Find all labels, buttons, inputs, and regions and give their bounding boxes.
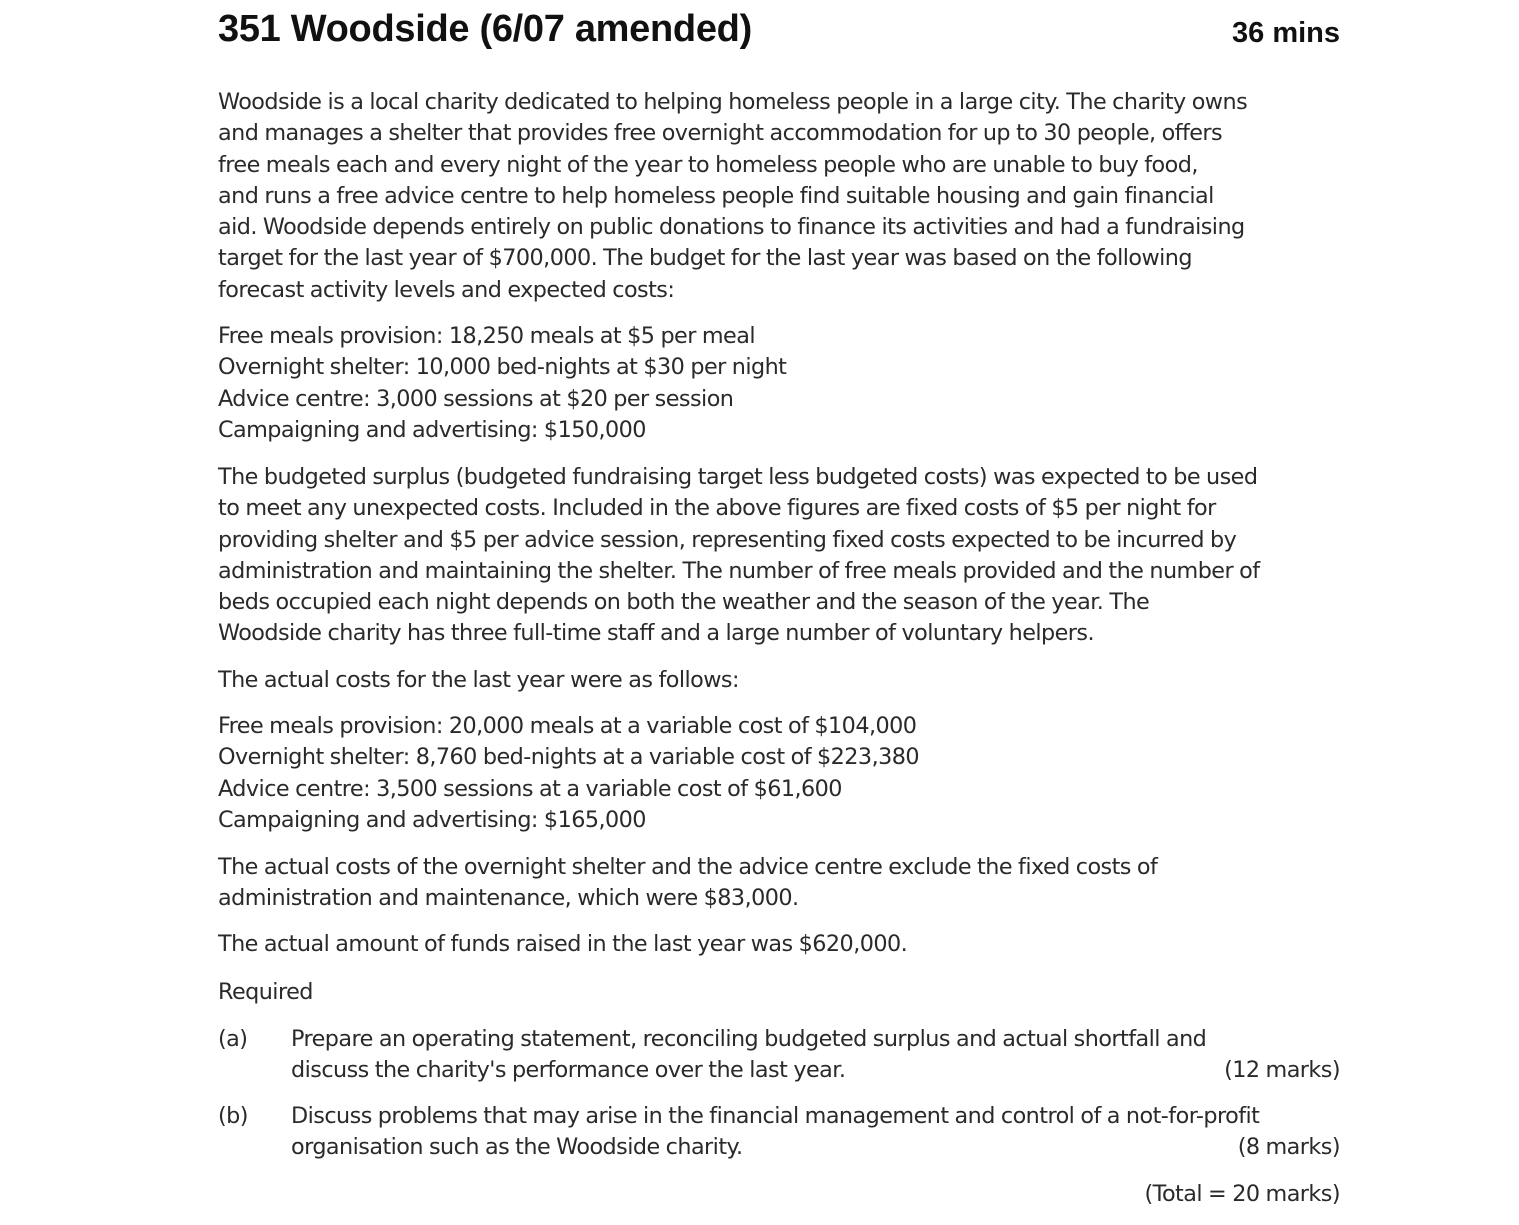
budget-item-advice: Advice centre: 3,000 sessions at $20 per session <box>218 385 734 412</box>
marks-label: (12 marks) <box>1224 1057 1340 1084</box>
text-line: providing shelter and $5 per advice session, representing fixed costs expected to be incurred by <box>218 526 1237 553</box>
question-header <box>218 0 1342 80</box>
budget-item-meals: Free meals provision: 18,250 meals at $5 per meal <box>218 323 755 349</box>
budget-item-campaigning: Campaigning and advertising: $150,000 <box>218 416 646 443</box>
actual-item-advice: Advice centre: 3,500 sessions at a variable cost of $61,600 <box>218 775 842 802</box>
question-page <box>218 0 1342 1207</box>
text-line: and runs a free advice centre to help homeless people find suitable housing and gain financial <box>218 182 1214 209</box>
actual-costs-list <box>218 711 919 836</box>
text-line: to meet any unexpected costs. Included in the above figures are fixed costs of $5 per night for <box>218 495 1216 522</box>
text-line: target for the last year of $700,000. The budget for the last year was based on the following <box>218 245 1192 272</box>
marks-label: (8 marks) <box>1237 1134 1340 1161</box>
surplus-paragraph <box>218 462 1260 650</box>
question-text <box>291 1024 1341 1087</box>
text-line: beds occupied each night depends on both the weather and the season of the year. The <box>218 589 1150 616</box>
text-line: Discuss problems that may arise in the financial management and control of a not-for-profit <box>291 1103 1260 1129</box>
required-heading: Required <box>218 979 313 1005</box>
text-line: discuss the charity's performance over the last year. <box>291 1057 846 1084</box>
text-line: free meals each and every night of the year to homeless people who are unable to buy food, <box>218 151 1198 178</box>
text-line: Prepare an operating statement, reconciling budgeted surplus and actual shortfall and <box>291 1026 1207 1052</box>
question-label: (b) <box>218 1103 248 1129</box>
text-line: The actual costs of the overnight shelter and the advice centre exclude the fixed costs of <box>218 854 1158 880</box>
funds-raised-paragraph: The actual amount of funds raised in the last year was $620,000. <box>218 931 908 957</box>
actual-item-shelter: Overnight shelter: 8,760 bed-nights at a variable cost of $223,380 <box>218 744 920 771</box>
budget-list <box>218 321 786 446</box>
question-title: 351 Woodside (6/07 amended) <box>218 8 752 50</box>
time-allowance: 36 mins <box>1232 17 1340 49</box>
actual-item-campaigning: Campaigning and advertising: $165,000 <box>218 806 646 833</box>
text-line: administration and maintenance, which were $83,000. <box>218 885 799 912</box>
question-label: (a) <box>218 1026 248 1052</box>
text-line: Woodside charity has three full-time staff and a large number of voluntary helpers. <box>218 620 1095 647</box>
text-line: The budgeted surplus (budgeted fundraising target less budgeted costs) was expected to be used <box>218 464 1258 490</box>
text-line: forecast activity levels and expected costs: <box>218 276 675 303</box>
text-line: organisation such as the Woodside charity. <box>291 1134 743 1161</box>
actual-item-meals: Free meals provision: 20,000 meals at a variable cost of $104,000 <box>218 713 917 739</box>
total-marks: (Total = 20 marks) <box>1144 1181 1340 1207</box>
text-line: aid. Woodside depends entirely on public donations to finance its activities and had a fundraising <box>218 214 1245 241</box>
question-text <box>291 1101 1341 1164</box>
actual-costs-intro: The actual costs for the last year were as follows: <box>218 667 739 693</box>
text-line: Woodside is a local charity dedicated to helping homeless people in a large city. The charity owns <box>218 89 1248 115</box>
fixed-costs-paragraph <box>218 852 1157 915</box>
intro-paragraph <box>218 87 1247 306</box>
text-line: administration and maintaining the shelter. The number of free meals provided and the number of <box>218 557 1260 584</box>
text-line: and manages a shelter that provides free overnight accommodation for up to 30 people, offers <box>218 120 1223 147</box>
budget-item-shelter: Overnight shelter: 10,000 bed-nights at $30 per night <box>218 354 787 381</box>
